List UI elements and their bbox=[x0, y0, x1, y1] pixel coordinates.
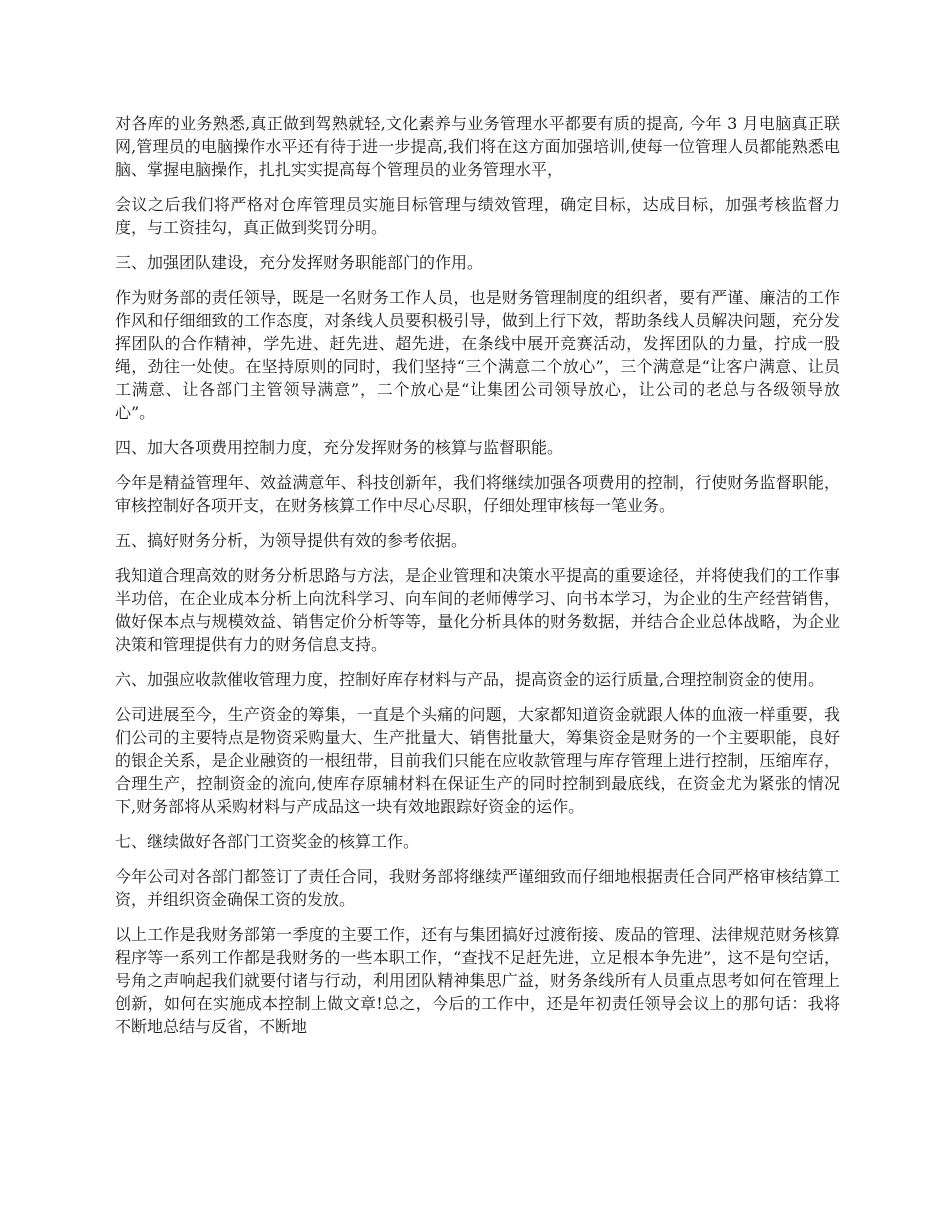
body-paragraph: 我知道合理高效的财务分析思路与方法，是企业管理和决策水平提高的重要途径，并将使我们的工作事半功倍，在企业成本分析上向沈科学习、向车间的老师傅学习、向书本学习，为企业的生产经营销售，做好保本点与规模效益、销售定价分析等等，量化分析具体的财务数据，并结合企业总体战略，为企业决策和管理提供有力的财务信息支持。 bbox=[115, 566, 840, 654]
section-heading: 七、继续做好各部门工资奖金的核算工作。 bbox=[115, 832, 420, 851]
body-paragraph: 作为财务部的责任领导，既是一名财务工作人员，也是财务管理制度的组织者，要有严谨、廉洁的工作作风和仔细细致的工作态度，对条线人员要积极引导，做到上行下效，帮助条线人员解决问题，充分发挥团队的合作精神，学先进、赶先进、超先进，在条线中展开竞赛活动，发挥团队的力量，拧成一股绳，劲往一处使。在坚持原则的同时，我们坚持“三个满意二个放心”，三个满意是“让客户满意、让员工满意、让各部门主管领导满意”，二个放心是“让集团公司领导放心，让公司的老总与各级领导放心”。 bbox=[115, 288, 840, 422]
section-heading: 四、加大各项费用控制力度，充分发挥财务的核算与监督职能。 bbox=[115, 438, 564, 457]
section-heading: 六、加强应收款催收管理力度，控制好库存材料与产品，提高资金的运行质量,合理控制资金的使用。 bbox=[115, 670, 825, 689]
body-paragraph: 对各库的业务熟悉,真正做到驾熟就轻,文化素养与业务管理水平都要有质的提高, 今年 3 月电脑真正联网,管理员的电脑操作水平还有待于进一步提高,我们将在这方面加强培训,使每一位管理人员都能熟悉电脑、掌握电脑操作，扎扎实实提高每个管理员的业务管理水平， bbox=[115, 114, 840, 179]
section-heading: 五、搞好财务分析，为领导提供有效的参考依据。 bbox=[115, 531, 468, 550]
body-paragraph: 以上工作是我财务部第一季度的主要工作，还有与集团搞好过渡衔接、废品的管理、法律规范财务核算程序等一系列工作都是我财务的一些本职工作，“查找不足赶先进，立足根本争先进”，这不是句空话，号角之声响起我们就要付诸与行动，利用团队精神集思广益，财务条线所有人员重点思考如何在管理上创新，如何在实施成本控制上做文章!总之，今后的工作中，还是年初责任领导会议上的那句话：我将不断地总结与反省，不断地 bbox=[115, 925, 840, 1036]
body-paragraph: 会议之后我们将严格对仓库管理员实施目标管理与绩效管理，确定目标，达成目标，加强考核监督力度，与工资挂勾，真正做到奖罚分明。 bbox=[115, 195, 840, 237]
body-paragraph: 今年是精益管理年、效益满意年、科技创新年，我们将继续加强各项费用的控制，行使财务监督职能，审核控制好各项开支，在财务核算工作中尽心尽职，仔细处理审核每一笔业务。 bbox=[115, 473, 840, 515]
body-paragraph: 公司进展至今，生产资金的筹集，一直是个头痛的问题，大家都知道资金就跟人体的血液一样重要，我们公司的主要特点是物资采购量大、生产批量大、销售批量大，筹集资金是财务的一个主要职能，良好的银企关系，是企业融资的一根纽带，目前我们只能在应收款管理与库存管理上进行控制，压缩库存，合理生产，控制资金的流向,使库存原辅材料在保证生产的同时控制到最底线，在资金尤为紧张的情况下,财务部将从采购材料与产成品这一块有效地跟踪好资金的运作。 bbox=[115, 705, 840, 816]
section-heading: 三、加强团队建设，充分发挥财务职能部门的作用。 bbox=[115, 253, 484, 272]
document-page bbox=[115, 112, 840, 1050]
body-paragraph: 今年公司对各部门都签订了责任合同，我财务部将继续严谨细致而仔细地根据责任合同严格审核结算工资，并组织资金确保工资的发放。 bbox=[115, 867, 840, 909]
